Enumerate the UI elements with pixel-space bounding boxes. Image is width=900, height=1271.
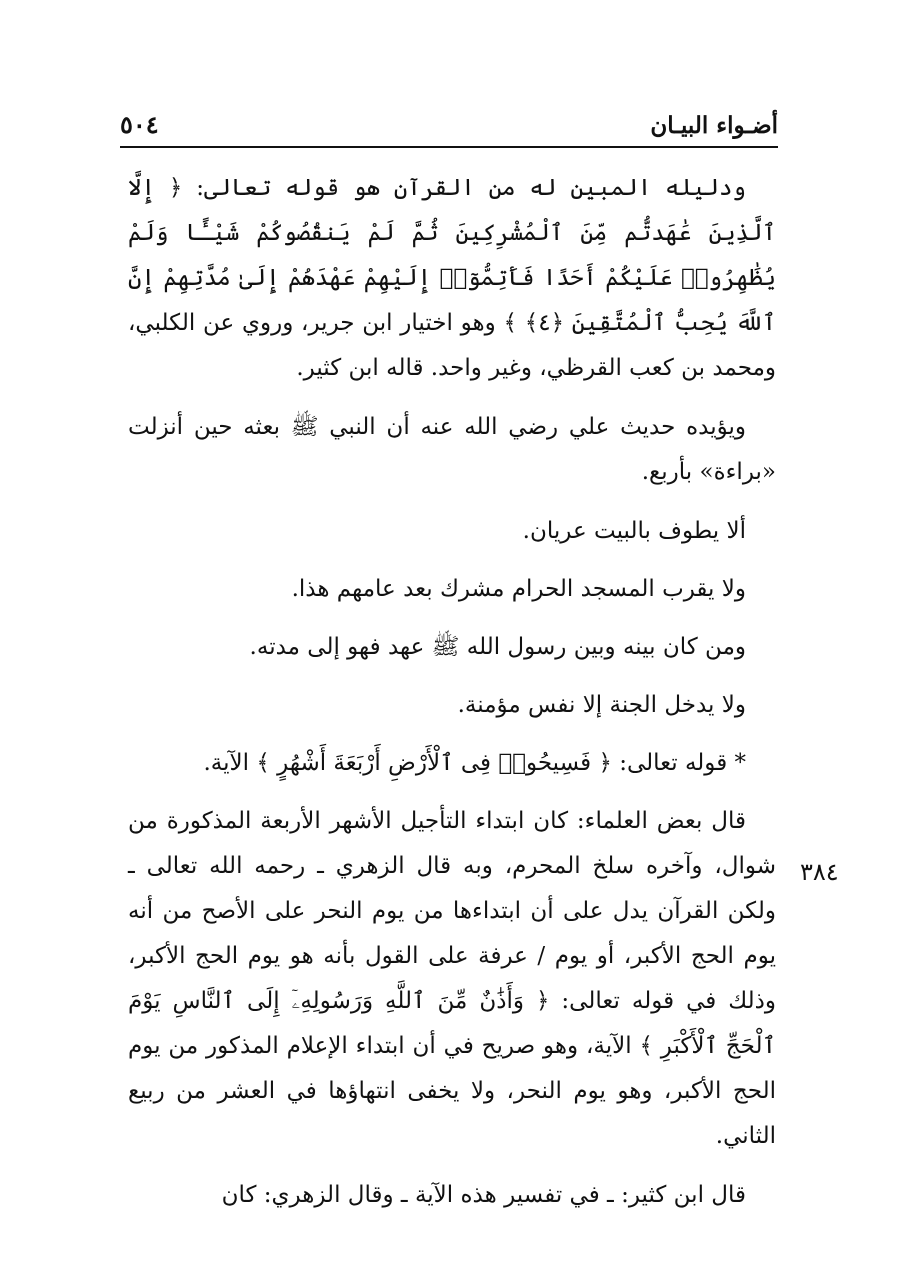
paragraph-item-1: ألا يطوف بالبيت عريان.: [522, 518, 746, 544]
paragraph-ibn-kathir: قال ابن كثير: ـ في تفسير هذه الآية ـ وقال الزهري: كان: [221, 1182, 746, 1208]
paragraph-item-2: ولا يقرب المسجد الحرام مشرك بعد عامهم هذا.: [291, 576, 746, 602]
body-text: [128, 166, 776, 1232]
paragraph-hadith: ويؤيده حديث علي رضي الله عنه أن النبي ﷺ بعثه حين أنزلت «براءة» بأربع.: [128, 414, 776, 485]
paragraph-scholars: قال بعض العلماء: كان ابتداء التأجيل الأشهر الأربعة المذكورة من شوال، وآخره سلخ المحرم، وبه قال الزهري ـ رحمه الله تعالى ـ ولكن القرآن يدل على أن ابتداءها من يوم النحر على الأصح من أنه يوم الحج الأكبر، أو يوم / عرفة على القول بأنه هو يوم الحج الأكبر، وذلك في قوله تعالى: ﴿ وَأَذَٰنٌ مِّنَ ٱللَّهِ وَرَسُولِهِۦٓ إِلَى ٱلنَّاسِ يَوْمَ ٱلْحَجِّ ٱلْأَكْبَرِ ﴾ الآية، وهو صريح في أن ابتداء الإعلام المذكور من يوم الحج الأكبر، وهو يوم النحر، ولا يخفى انتهاؤها في العشر من ربيع الثاني.: [128, 808, 776, 1149]
paragraph-item-4: ولا يدخل الجنة إلا نفس مؤمنة.: [457, 692, 746, 718]
paragraph-item-3: ومن كان بينه وبين رسول الله ﷺ عهد فهو إلى مدته.: [249, 634, 746, 660]
page-number: ٥٠٤: [120, 110, 159, 139]
running-title: أضـواء البيـان: [650, 112, 778, 139]
margin-page-reference: ٣٨٤: [800, 858, 839, 886]
header-divider: [120, 146, 778, 148]
page-header: [120, 104, 778, 144]
paragraph-evidence: ودليله المبين له من القرآن هو قوله تعالى: ﴿ إِلَّا ٱلَّذِينَ عَٰهَدتُّم مِّنَ ٱلْمُشْرِكِينَ ثُمَّ لَمْ يَنقُصُوكُمْ شَيْـًٔا وَلَمْ يُظَٰهِرُوا۟ عَلَيْكُمْ أَحَدًا فَأَتِمُّوٓا۟ إِلَيْهِمْ عَهْدَهُمْ إِلَىٰ مُدَّتِهِمْ إِنَّ ٱللَّهَ يُحِبُّ ٱلْمُتَّقِينَ ﴿٤﴾ ﴾ وهو اختيار ابن جرير، وروي عن الكلبي، ومحمد بن كعب القرظي، وغير واحد. قاله ابن كثير.: [128, 175, 776, 381]
paragraph-verse-heading: * قوله تعالى: ﴿ فَسِيحُوا۟ فِى ٱلْأَرْضِ أَرْبَعَةَ أَشْهُرٍ ﴾ الآية.: [203, 750, 746, 776]
